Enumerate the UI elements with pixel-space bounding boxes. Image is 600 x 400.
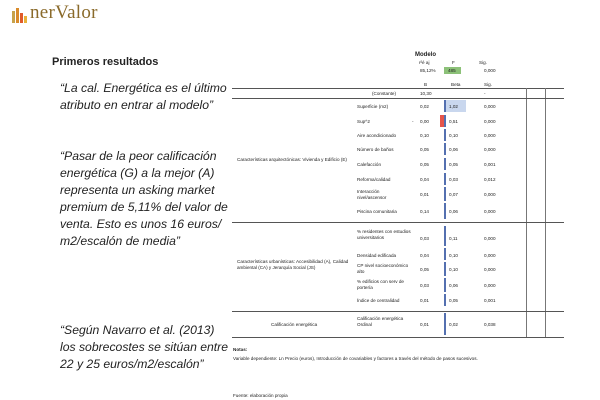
row-sig: 0,000 — [484, 267, 496, 272]
row-sig: 0,000 — [484, 104, 496, 109]
row-var: Índice de centralidad — [357, 298, 400, 303]
summary-value-f: 485 — [448, 68, 456, 73]
row-beta: 0,06 — [449, 147, 458, 152]
row-beta: 0,10 — [449, 267, 458, 272]
row-sig: 0,001 — [484, 298, 496, 303]
row-beta: 0,07 — [449, 192, 458, 197]
row-beta: 0,11 — [449, 236, 458, 241]
row-var: Calificación energética Ordinal — [357, 316, 404, 327]
row-var: % residentes con estudios universitarios — [357, 229, 411, 240]
row-sig: 0,038 — [484, 322, 496, 327]
table-bottom-rule — [232, 337, 564, 338]
row-var: Aire acondicionado — [357, 133, 397, 138]
group-label-urban: Características urbanísticas: Accesibilidad (A), Calidad ambiental (CA) y Jerarquía Social (JS) — [237, 259, 349, 270]
row-b: 0,00 — [420, 119, 429, 124]
row-beta: 0,03 — [449, 177, 458, 182]
summary-header-f: F — [452, 60, 455, 65]
quote-3: “Según Navarro et al. (2013) los sobrecostes se sitúan entre 22 y 25 euros/m2/escalón” — [60, 323, 229, 371]
summary-value-r2: 85,12% — [420, 68, 436, 73]
logo-bars-icon — [10, 5, 30, 23]
quote-1: “La cal. Energética es el último atributo en entrar al modelo” — [60, 81, 227, 112]
summary-value-sig: 0,000 — [484, 68, 496, 73]
row-var: Interacción nivel/ascensor — [357, 189, 387, 200]
row-beta: 0,10 — [449, 253, 458, 258]
table-rule — [232, 88, 564, 89]
constante-b: 10,30 — [420, 91, 432, 96]
row-beta: 0,06 — [449, 283, 458, 288]
beta-bar — [444, 173, 446, 185]
col-separator — [545, 88, 546, 338]
row-beta: 0,02 — [449, 322, 458, 327]
row-b: 0,05 — [420, 147, 429, 152]
quote-2: “Pasar de la peor calificación energética (G) a la mejor (A) representa un asking market premium de 5,11% del valor de venta. Esto es unos 16 euros/ m2/escalón de media” — [60, 149, 228, 248]
row-beta: 0,10 — [449, 133, 458, 138]
row-b: 0,04 — [420, 253, 429, 258]
row-beta: 0,05 — [449, 162, 458, 167]
col-header-b: B — [424, 82, 428, 87]
beta-bar — [444, 129, 446, 141]
row-sig: 0,000 — [484, 119, 496, 124]
summary-header-sig: Sig. — [479, 60, 487, 65]
row-neg-sign: - — [412, 119, 414, 124]
row-sig: 0,001 — [484, 162, 496, 167]
row-beta: 0,06 — [449, 209, 458, 214]
row-beta: 0,05 — [449, 298, 458, 303]
row-sig: 0,000 — [484, 133, 496, 138]
beta-bar — [444, 278, 446, 292]
notes-title: Notas: — [233, 347, 248, 352]
summary-header-r2: r²é aj — [419, 60, 430, 65]
row-b: 0,05 — [420, 162, 429, 167]
row-sig: 0,000 — [484, 192, 496, 197]
beta-bar — [444, 203, 446, 219]
row-b: 0,01 — [420, 322, 429, 327]
row-sig: 0,000 — [484, 147, 496, 152]
row-sig: 0,000 — [484, 236, 496, 241]
row-beta: 0,51 — [449, 119, 458, 124]
row-var: CP nivel socioeconómico alto — [357, 263, 409, 274]
row-var: Calefacción — [357, 162, 382, 167]
page-title: Primeros resultados — [52, 56, 159, 68]
group-rule — [232, 222, 564, 223]
beta-bar — [444, 115, 446, 127]
source-note: Fuente: elaboración propia — [233, 393, 288, 398]
col-header-beta: Beta — [451, 82, 461, 87]
row-sig: 0,000 — [484, 209, 496, 214]
beta-bar — [444, 187, 446, 201]
row-b: 0,02 — [420, 104, 429, 109]
beta-bar — [444, 313, 446, 335]
row-b: 0,14 — [420, 209, 429, 214]
beta-bar — [444, 226, 446, 246]
beta-bar — [444, 294, 446, 306]
col-separator — [526, 88, 527, 338]
row-var: Sup^2 — [357, 119, 370, 124]
row-sig: 0,012 — [484, 177, 496, 182]
row-var: Reforma/calidad — [357, 177, 391, 182]
constante-sig: - — [484, 91, 486, 96]
beta-bar — [444, 100, 446, 112]
row-b: 0,01 — [420, 192, 429, 197]
row-sig: 0,000 — [484, 253, 496, 258]
row-var: Densidad edificada — [357, 253, 397, 258]
constante-label: (Constante) — [372, 91, 397, 96]
group-rule — [232, 311, 564, 312]
row-var: Piscina comunitaria — [357, 209, 397, 214]
notes-text: Variable dependiente: Ln Precio (euros), Introducción de covariables y factores a través del método de pasos sucesivos. — [233, 356, 478, 361]
row-b: 0,04 — [420, 177, 429, 182]
group-label-energy: Calificación energética — [271, 322, 318, 327]
beta-bar — [444, 143, 446, 155]
group-rule — [232, 98, 564, 99]
beta-bar — [444, 248, 446, 260]
row-sig: 0,000 — [484, 283, 496, 288]
model-title: Modelo — [415, 52, 436, 58]
row-b: 0,03 — [420, 236, 429, 241]
beta-bar — [444, 158, 446, 170]
row-var: Número de baños — [357, 147, 394, 152]
brand-logo — [10, 2, 150, 24]
row-b: 0,10 — [420, 133, 429, 138]
row-b: 0,03 — [420, 283, 429, 288]
logo-text: nerValor — [30, 2, 98, 23]
row-b: 0,01 — [420, 298, 429, 303]
row-b: 0,05 — [420, 267, 429, 272]
row-var: % edificios con serv de portería — [357, 279, 404, 290]
col-header-sig: Sig. — [484, 82, 492, 87]
beta-bar — [444, 262, 446, 276]
group-label-architectural: Características arquitectónicas: Vivienda y Edificio (E) — [237, 157, 347, 162]
row-var: Superficie (m2) — [357, 104, 389, 109]
row-beta: 1,02 — [449, 104, 458, 109]
